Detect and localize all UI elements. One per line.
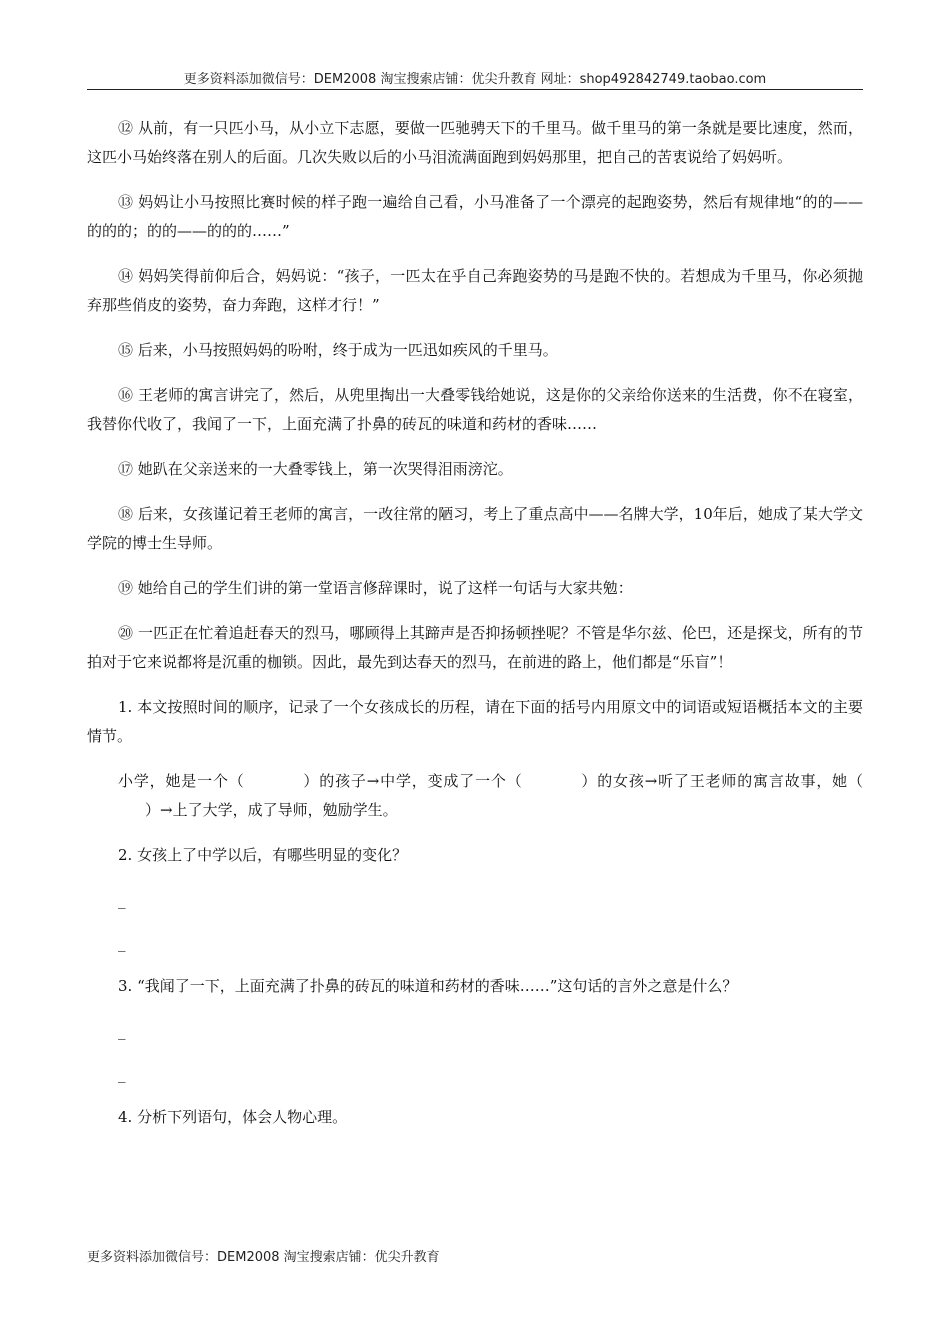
- paragraph-13: ⑬ 妈妈让小马按照比赛时候的样子跑一遍给自己看，小马准备了一个漂亮的起跑姿势，然后有规律地“的的——的的的；的的——的的的……”: [87, 193, 863, 240]
- answer-line[interactable]: _: [118, 1022, 126, 1040]
- fill-text-c: ）的女孩→听了王老师的寓言故事，她（: [580, 772, 863, 790]
- question-2: 2. 女孩上了中学以后，有哪些明显的变化？: [118, 846, 408, 864]
- paragraph-20: ⑳ 一匹正在忙着追赶春天的烈马，哪顾得上其蹄声是否抑扬顿挫呢？不管是华尔兹、伦巴，还是探戈，所有的节拍对于它来说都将是沉重的枷锁。因此，最先到达春天的烈马，在前进的路上，他们都是“乐盲”！: [87, 624, 863, 671]
- question-1: 1. 本文按照时间的顺序，记录了一个女孩成长的历程，请在下面的括号内用原文中的词语或短语概括本文的主要情节。: [87, 698, 863, 745]
- paragraph-12: ⑫ 从前，有一只匹小马，从小立下志愿，要做一匹驰骋天下的千里马。做千里马的第一条就是要比速度，然而，这匹小马始终落在别人的后面。几次失败以后的小马泪流满面跑到妈妈那里，把自己的苦衷说给了妈妈听。: [87, 119, 863, 166]
- question-1-fill: [87, 767, 863, 825]
- question-3: 3. “我闻了一下，上面充满了扑鼻的砖瓦的味道和药材的香味……”这句话的言外之意是什么？: [118, 977, 738, 995]
- answer-line[interactable]: _: [118, 934, 126, 952]
- header-divider: [87, 89, 863, 90]
- document-body: [87, 114, 863, 1148]
- paragraph-17: ⑰ 她趴在父亲送来的一大叠零钱上，第一次哭得泪雨滂沱。: [118, 460, 513, 478]
- answer-line[interactable]: _: [118, 891, 126, 909]
- paragraph-14: ⑭ 妈妈笑得前仰后合，妈妈说：“孩子，一匹太在乎自己奔跑姿势的马是跑不快的。若想成为千里马，你必须抛弃那些俏皮的姿势，奋力奔跑，这样才行！”: [87, 267, 863, 314]
- fill-text-d: ）→上了大学，成了导师，勉励学生。: [145, 801, 398, 819]
- page-header: 更多资料添加微信号：DEM2008 淘宝搜索店铺：优尖升教育 网址：shop492842749.taobao.com: [183, 72, 767, 87]
- paragraph-15: ⑮ 后来，小马按照妈妈的吩咐，终于成为一匹迅如疾风的千里马。: [118, 341, 558, 359]
- paragraph-16: ⑯ 王老师的寓言讲完了，然后，从兜里掏出一大叠零钱给她说，这是你的父亲给你送来的生活费，你不在寝室，我替你代收了，我闻了一下，上面充满了扑鼻的砖瓦的味道和药材的香味……: [87, 386, 863, 433]
- question-4: 4. 分析下列语句，体会人物心理。: [118, 1108, 348, 1126]
- paragraph-18: ⑱ 后来，女孩谨记着王老师的寓言，一改往常的陋习，考上了重点高中——名牌大学，10年后，她成了某大学文学院的博士生导师。: [87, 505, 863, 552]
- paragraph-19: ⑲ 她给自己的学生们讲的第一堂语言修辞课时，说了这样一句话与大家共勉：: [118, 579, 633, 597]
- fill-text-b: ）的孩子→中学，变成了一个（: [302, 772, 523, 790]
- page-footer: 更多资料添加微信号：DEM2008 淘宝搜索店铺：优尖升教育: [87, 1250, 440, 1265]
- fill-text-a: 小学，她是一个（: [118, 772, 245, 790]
- answer-line[interactable]: _: [118, 1065, 126, 1083]
